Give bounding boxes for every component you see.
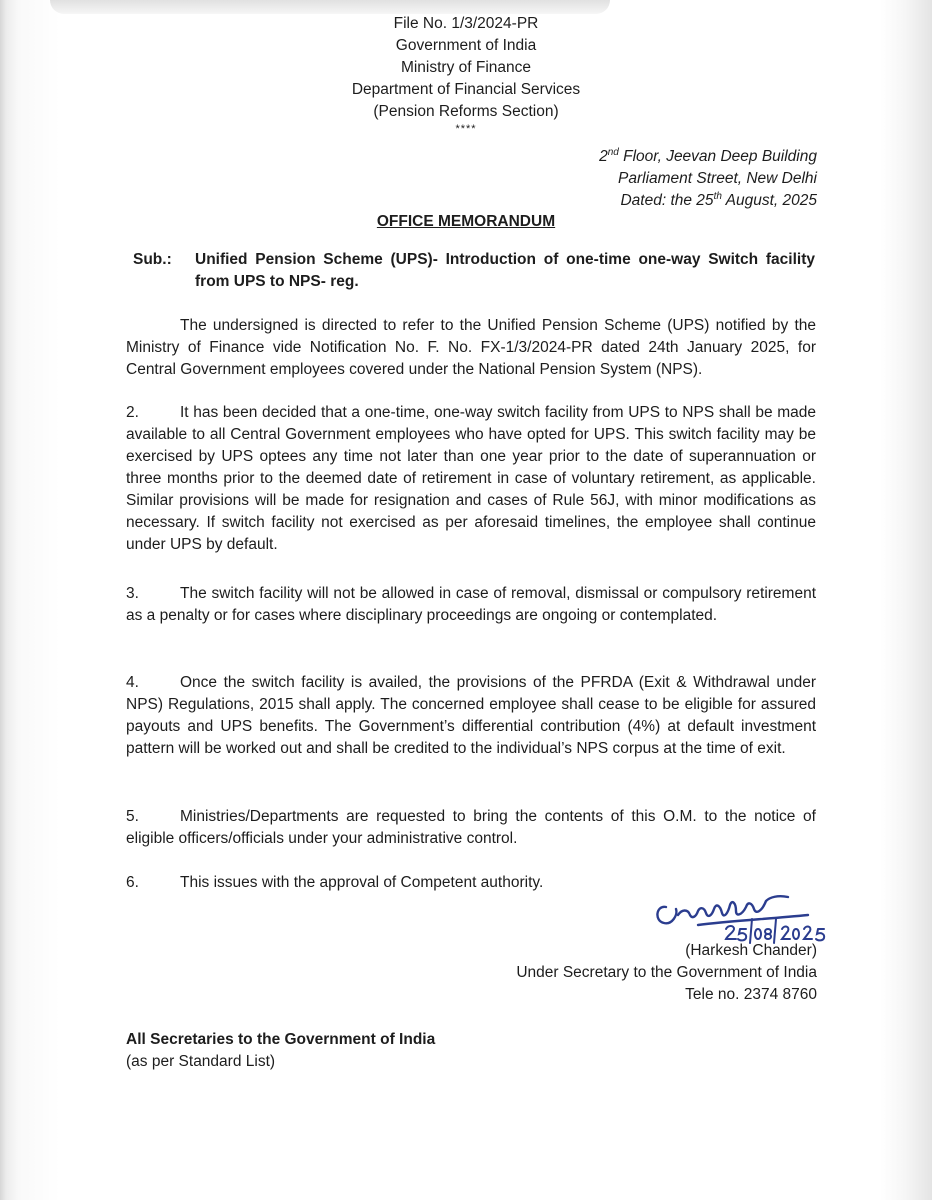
signatory-telephone: Tele no. 2374 8760 [685,986,817,1003]
memo-title: OFFICE MEMORANDUM [376,213,556,230]
header [0,13,932,135]
paragraph-3 [126,583,816,627]
paragraph-2 [126,402,816,556]
department-name: Department of Financial Services [351,81,581,98]
signature-underline [698,915,808,925]
address-floor [599,146,817,168]
date-prefix: Dated: the 25 [620,192,714,209]
address-street: Parliament Street, New Delhi [618,170,817,187]
addressee [126,1029,435,1073]
office-address [599,146,817,212]
subject-label: Sub.: [133,251,172,268]
file-number: File No. 1/3/2024-PR [393,15,539,32]
paragraph-5 [126,806,816,850]
paragraph-text: Once the switch facility is availed, the provisions of the PFRDA (Exit & Withdrawal under NPS) Regulations, 2015 shall apply. The concerned employee shall cease to be eligible for assured payouts and UPS benefits. The Government’s differential contribution (4%) at default investment pattern will be worked out and shall be credited to the individual’s NPS corpus at the time of exit. [126,674,816,757]
paragraph-text: The undersigned is directed to refer to the Unified Pension Scheme (UPS) notified by the Ministry of Finance vide Notification No. F. No. FX-1/3/2024-PR dated 24th January 2025, for Central Government employees covered under the National Pension System (NPS). [126,317,816,378]
paragraph-text: It has been decided that a one-time, one-way switch facility from UPS to NPS shall be made available to all Central Government employees who have opted for UPS. This switch facility may be exercised by UPS optees any time not later than one year prior to the date of superannuation or three months prior to the deemed date of retirement in case of voluntary retirement, as applicable. Similar provisions will be made for resignation and cases of Rule 56J, with minor modifications as necessary. If switch facility not exercised as per aforesaid timelines, the employee shall continue under UPS by default. [126,404,816,553]
separator-stars: **** [455,123,477,135]
addressee-note: (as per Standard List) [126,1053,276,1070]
paragraph-number: 2. [126,404,139,421]
floor-sup: nd [607,146,619,158]
addressee-to: All Secretaries to the Government of India [126,1031,436,1048]
ministry-name: Ministry of Finance [400,59,532,76]
subject [133,249,815,293]
date-sup: th [713,190,722,202]
page-shadow [50,0,610,14]
date-suffix: August, 2025 [721,192,817,209]
signatory-designation: Under Secretary to the Government of India [516,964,817,981]
floor-number: 2 [599,148,608,165]
floor-rest: Floor, Jeevan Deep Building [618,148,817,165]
paragraph-text: Ministries/Departments are requested to bring the contents of this O.M. to the notice of eligible officers/officials under your administrative control. [126,808,816,847]
paragraph-1 [126,315,816,381]
signatory-name: (Harkesh Chander) [685,942,817,959]
paragraph-text: The switch facility will not be allowed in case of removal, dismissal or compulsory retirement as a penalty or for cases where disciplinary proceedings are ongoing or contemplated. [126,585,816,624]
paragraph-number: 3. [126,585,139,602]
paragraph-number: 5. [126,808,139,825]
government-name: Government of India [395,37,537,54]
paragraph-number: 4. [126,674,139,691]
signatory-block [516,940,817,1006]
section-name: (Pension Reforms Section) [373,103,559,120]
paragraph-4 [126,672,816,760]
date-stroke-25 [726,926,746,940]
handwritten-signature [648,885,848,945]
paragraph-number: 6. [126,874,139,891]
memo-date [599,190,817,212]
paragraph-text: This issues with the approval of Competent authority. [180,874,544,891]
subject-text: Unified Pension Scheme (UPS)- Introduction of one-time one-way Switch facility from UPS to NPS- reg. [195,251,815,290]
